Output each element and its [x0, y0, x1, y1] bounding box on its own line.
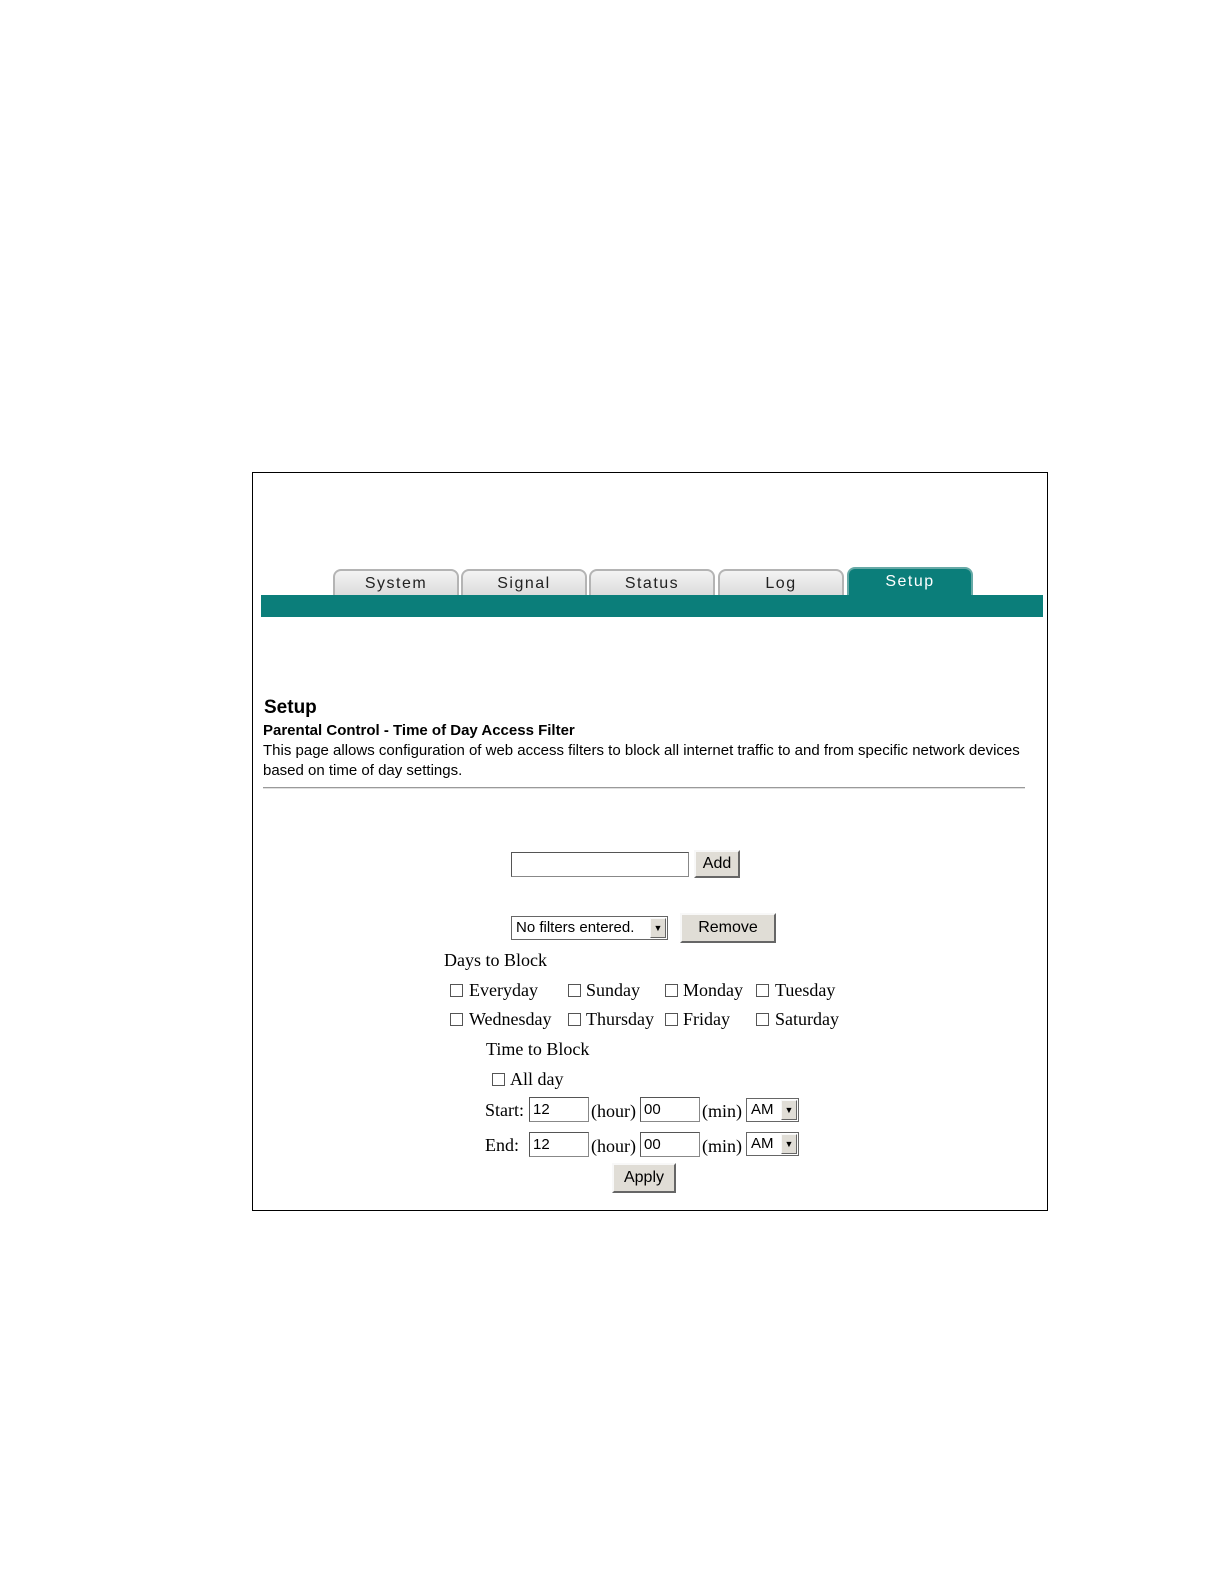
tab-setup[interactable]: Setup [847, 567, 973, 597]
label-friday: Friday [683, 1009, 730, 1029]
start-min-unit: (min) [702, 1101, 742, 1121]
label-everyday: Everyday [469, 980, 538, 1000]
dropdown-arrow-icon[interactable]: ▼ [781, 1100, 797, 1120]
page-title: Setup [264, 697, 317, 718]
checkbox-everyday[interactable] [450, 984, 463, 997]
divider [263, 787, 1025, 789]
router-setup-page [252, 472, 1048, 1211]
label-sunday: Sunday [586, 980, 640, 1000]
label-tuesday: Tuesday [775, 980, 836, 1000]
label-monday: Monday [683, 980, 743, 1000]
start-min-input[interactable] [640, 1097, 700, 1122]
page-subtitle: Parental Control - Time of Day Access Filter [263, 722, 575, 739]
checkbox-friday[interactable] [665, 1013, 678, 1026]
checkbox-wednesday[interactable] [450, 1013, 463, 1026]
nav-bar [261, 595, 1043, 617]
checkbox-monday[interactable] [665, 984, 678, 997]
add-button[interactable]: Add [694, 850, 740, 878]
end-hour-unit: (hour) [591, 1136, 636, 1156]
dropdown-arrow-icon[interactable]: ▼ [650, 918, 666, 938]
end-ampm-value: AM [751, 1135, 774, 1152]
tab-system[interactable]: System [333, 569, 459, 597]
label-all-day: All day [510, 1069, 564, 1089]
apply-button[interactable]: Apply [612, 1163, 676, 1193]
label-saturday: Saturday [775, 1009, 839, 1029]
remove-button[interactable]: Remove [680, 913, 776, 943]
start-hour-unit: (hour) [591, 1101, 636, 1121]
start-label: Start: [485, 1100, 524, 1120]
end-min-unit: (min) [702, 1136, 742, 1156]
filter-name-input[interactable] [511, 852, 689, 877]
end-min-input[interactable] [640, 1132, 700, 1157]
start-ampm-value: AM [751, 1101, 774, 1118]
checkbox-thursday[interactable] [568, 1013, 581, 1026]
filter-select-value: No filters entered. [516, 919, 635, 936]
filter-select[interactable] [511, 916, 668, 940]
end-hour-input[interactable] [529, 1132, 589, 1157]
checkbox-tuesday[interactable] [756, 984, 769, 997]
start-ampm-select[interactable] [746, 1098, 799, 1122]
label-wednesday: Wednesday [469, 1009, 552, 1029]
days-heading: Days to Block [444, 950, 547, 970]
tab-status[interactable]: Status [589, 569, 715, 597]
page-description: This page allows configuration of web access filters to block all internet traffic to and from specific network devices based on time of day settings. [263, 742, 1020, 779]
checkbox-sunday[interactable] [568, 984, 581, 997]
checkbox-all-day[interactable] [492, 1073, 505, 1086]
start-hour-input[interactable] [529, 1097, 589, 1122]
time-heading: Time to Block [486, 1039, 590, 1059]
tab-log[interactable]: Log [718, 569, 844, 597]
tab-signal[interactable]: Signal [461, 569, 587, 597]
end-label: End: [485, 1135, 519, 1155]
end-ampm-select[interactable] [746, 1132, 799, 1156]
checkbox-saturday[interactable] [756, 1013, 769, 1026]
label-thursday: Thursday [586, 1009, 654, 1029]
dropdown-arrow-icon[interactable]: ▼ [781, 1134, 797, 1154]
